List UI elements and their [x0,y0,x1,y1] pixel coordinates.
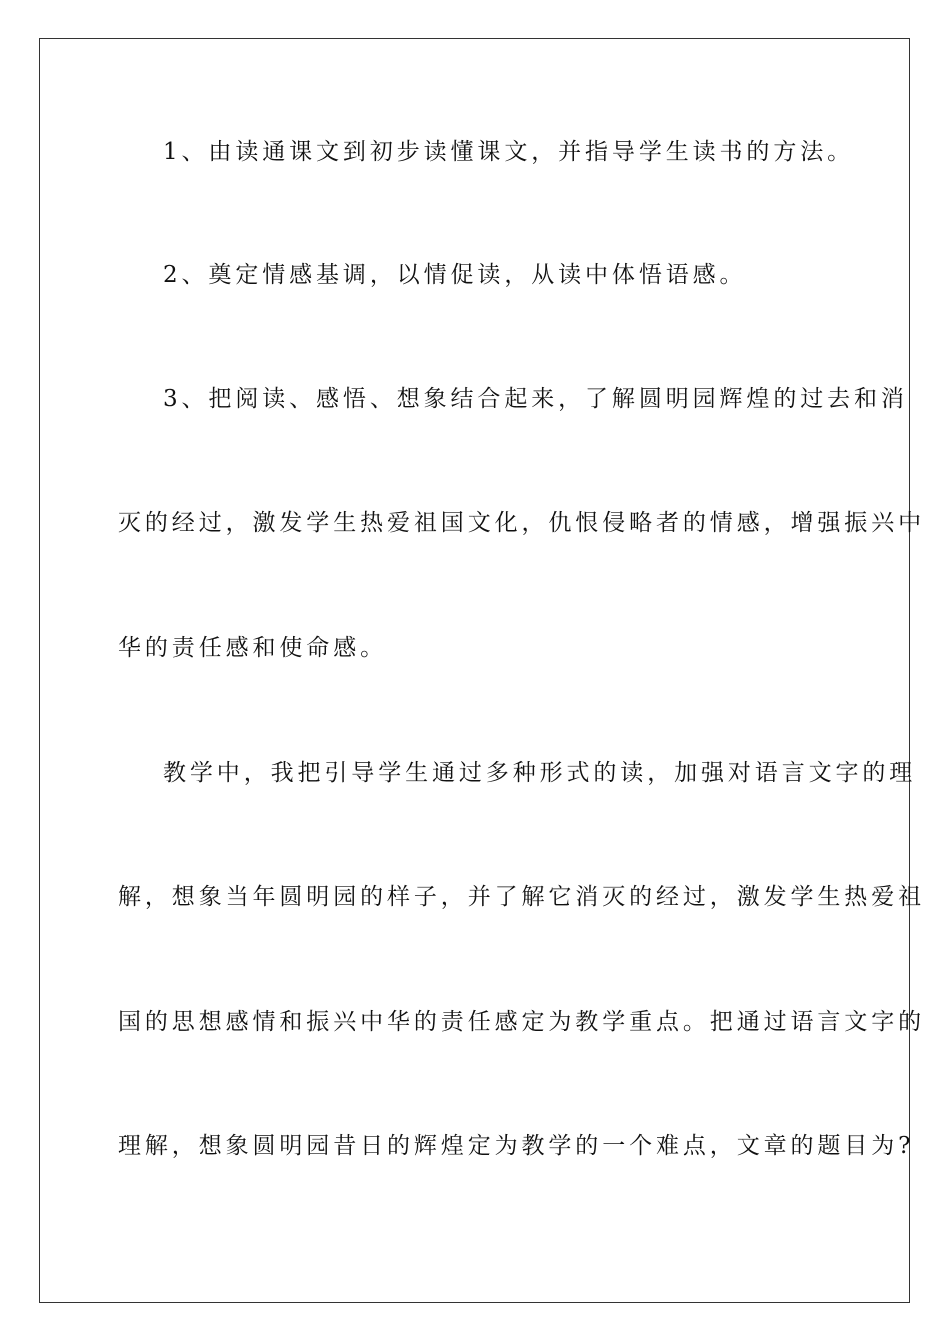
teaching-paragraph-line-3: 国的思想感情和振兴中华的责任感定为教学重点。把通过语言文字的 [118,1009,925,1035]
objective-3-line-3: 华的责任感和使命感。 [118,635,387,661]
teaching-paragraph-line-1: 教学中，我把引导学生通过多种形式的读，加强对语言文字的理 [163,760,917,786]
page-border [39,38,925,1303]
objective-3-line-2: 灭的经过，激发学生热爱祖国文化，仇恨侵略者的情感，增强振兴中 [118,510,925,536]
teaching-paragraph-line-2: 解，想象当年圆明园的样子，并了解它消灭的经过，激发学生热爱祖 [118,884,925,910]
objective-1-line: 1、由读通课文到初步读懂课文，并指导学生读书的方法。 [163,139,855,165]
objective-3-line-1: 3、把阅读、感悟、想象结合起来，了解圆明园辉煌的过去和消 [163,386,908,412]
teaching-paragraph-line-4: 理解，想象圆明园昔日的辉煌定为教学的一个难点，文章的题目为? [118,1133,915,1159]
objective-2-line: 2、奠定情感基调，以情促读，从读中体悟语感。 [163,262,747,288]
